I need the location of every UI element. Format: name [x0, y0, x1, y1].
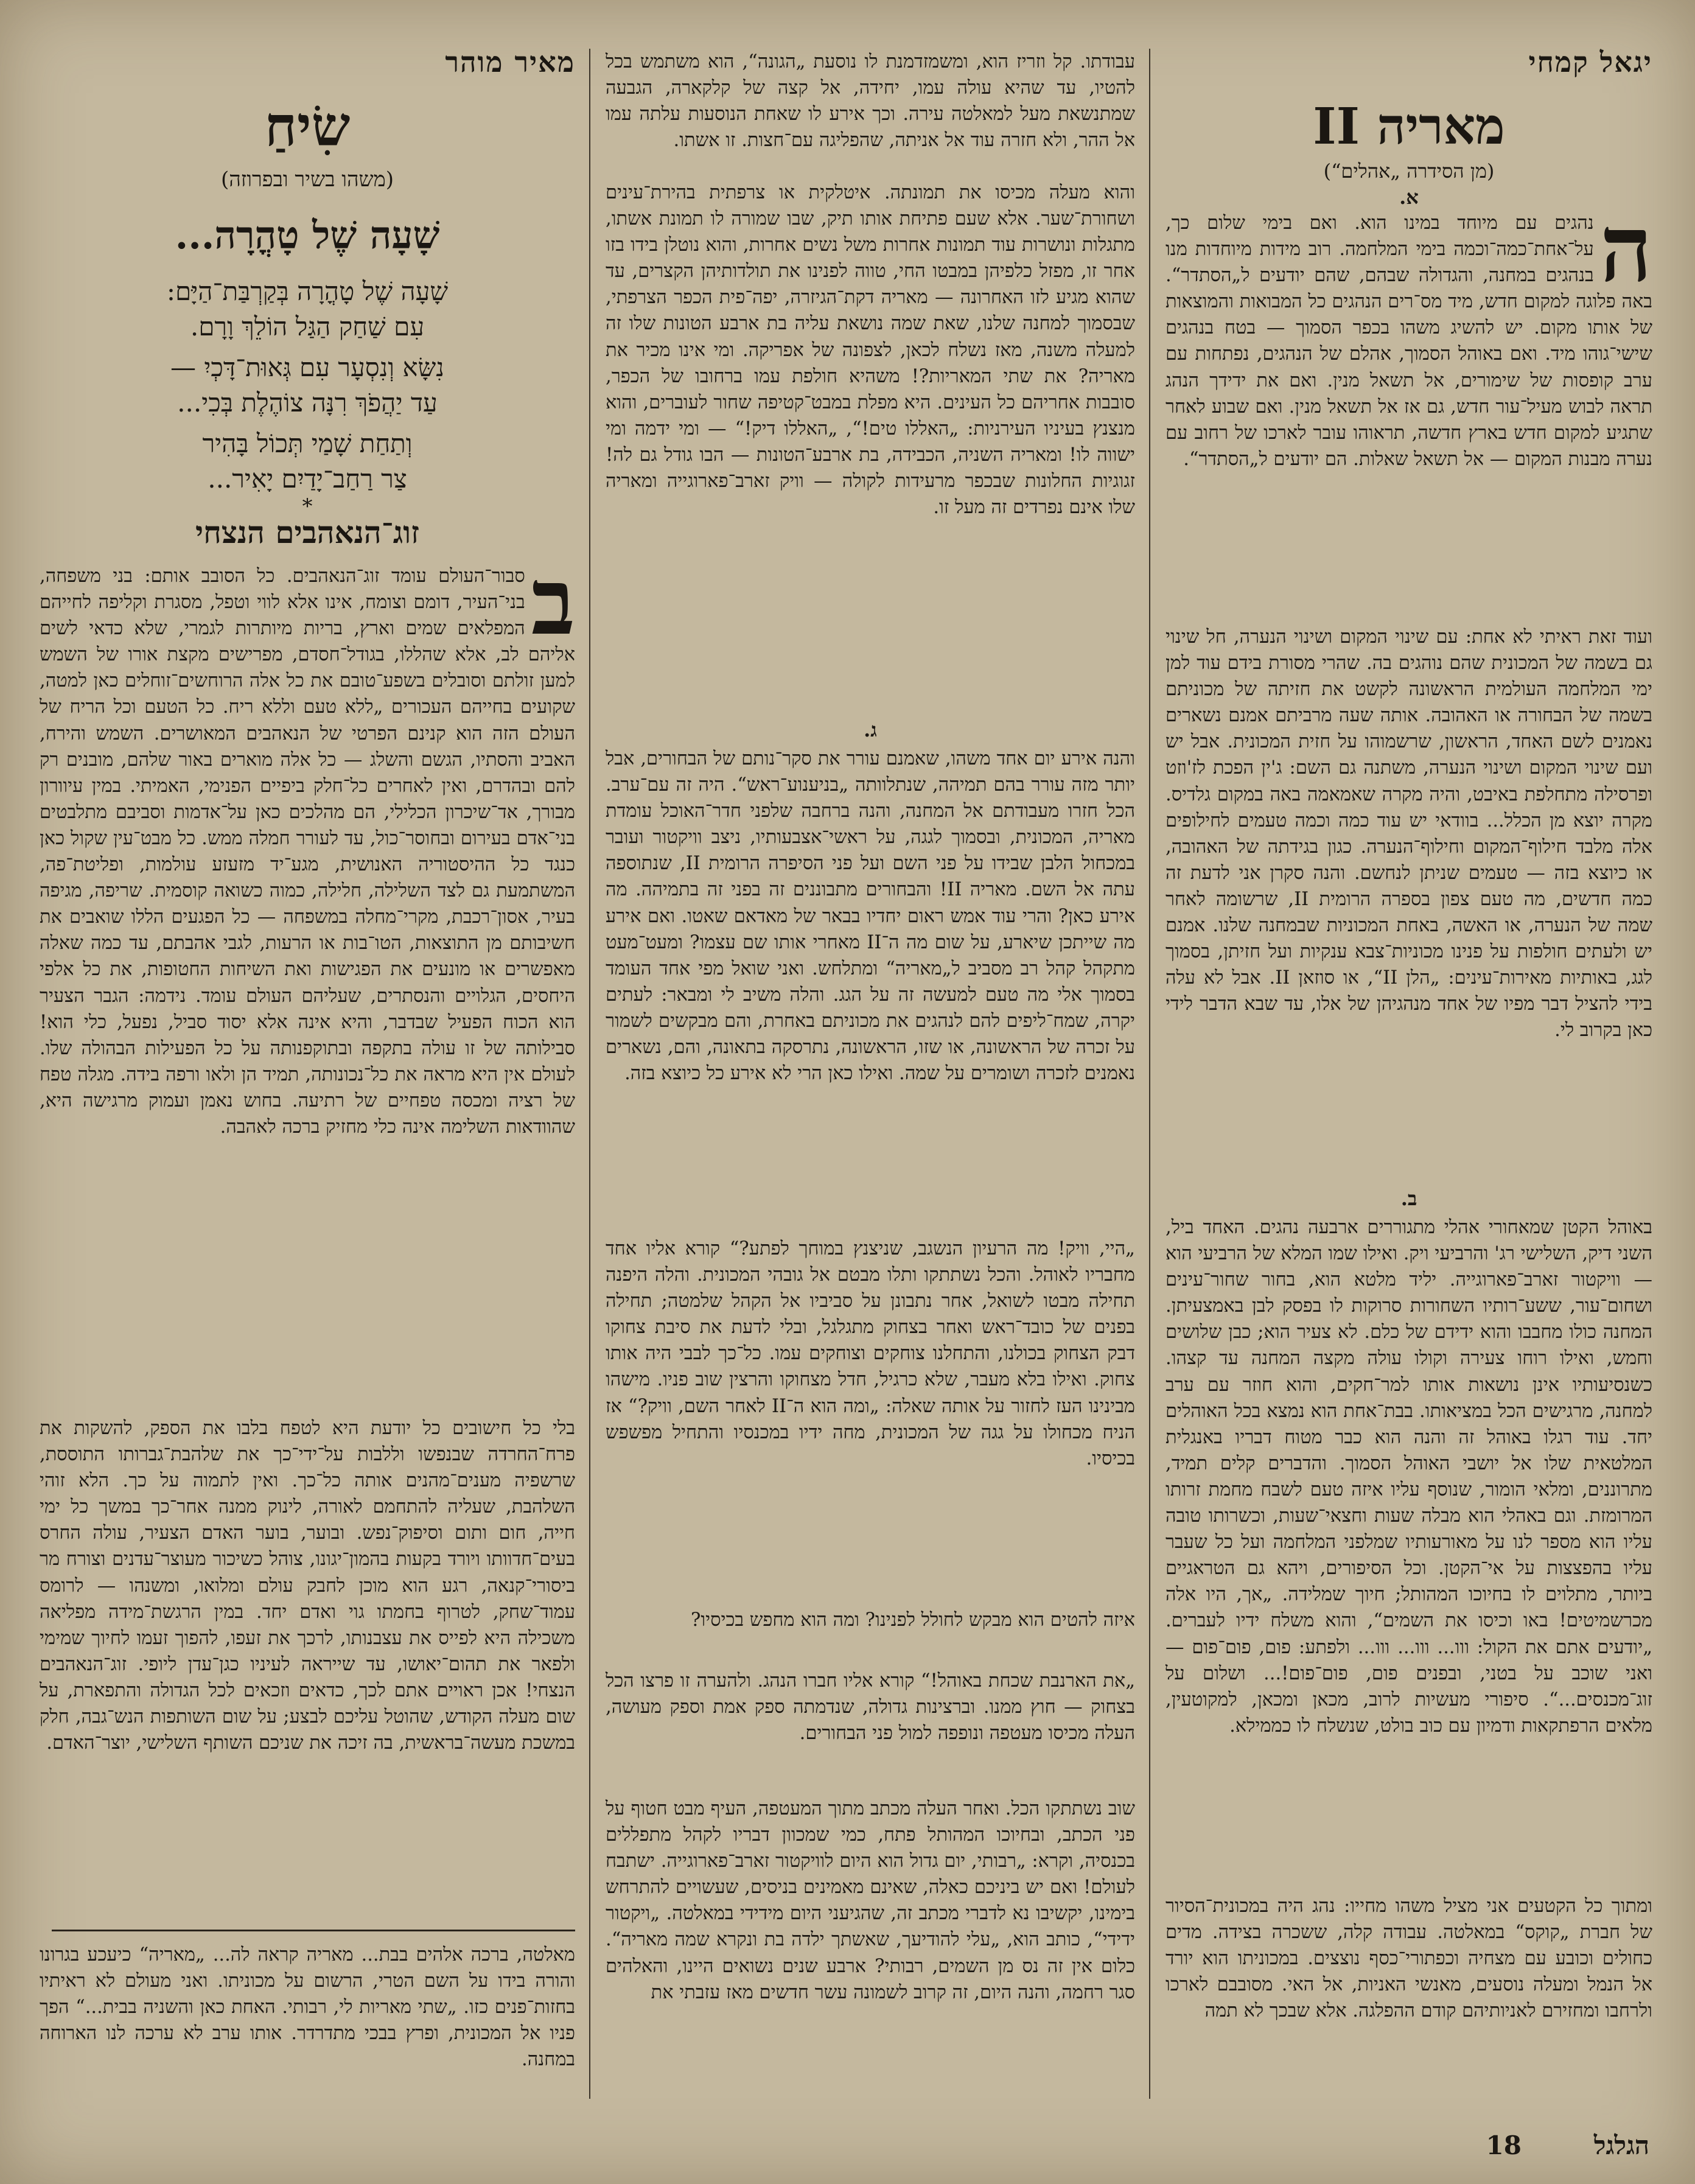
page-number: 18	[1486, 2130, 1522, 2160]
story-title: מאריה II	[1313, 97, 1505, 156]
drop-cap: ב	[531, 548, 575, 656]
poem-subtitle: (משהו בשיר ובפרוזה)	[220, 167, 394, 192]
story-paragraph: „היי, וויק! מה הרעיון הנשגב, שניצנץ במוחך לפתע?“ קורא אליו אחד מחבריו לאוהל. והכל נשתתקו ותלו מבטם אל גובהי המכונית. והלה היפנה תחילה מבטו לשואל, אחר נתבונן על סביביו אל הקהל שלמטה; תחילה בפנים של כובד־ראש ואחר בצחוק מתגלגל, ובלי לדעת את סיבת צחוקו דבק הצחוק בכולנו, והתחלנו צוחקים וצוחקים עמו. כל־כך לבבי היה אותו צחוק. ואילו בלא מעבר, שלא כרגיל, חדל מצחוקו והרצין שוב פניו. מישהו מבינינו העז לחזור על אותה שאלה: „ומה הוא ה־II לאחר השם, וויק?“ אז הניח מכחולו על גגה של המכונית, מחה ידיו במכנסיו והתחיל מפשפש בכיסיו.	[599, 1238, 1135, 1469]
story-paragraph: שוב נשתתקו הכל. ואחר העלה מכתב מתוך המעטפה, העיף מבט חטוף על פני הכתב, ובחיוכו המהותל פתח, כמי שמכוון דבריו לקהל מתפללים בכנסיה, וקרא: „רבותי, יום גדול הוא היום לוויקטור זארב־פארוגייה. ישתבח לעולם! ואם יש ביניכם כאלה, שאינם מאמינים בניסים, שעשויים להתרחש בימינו, יקשיבו נא לדברי מכתב זה, שהגיעני היום מידידי במאלטה. „ויקטור ידידי“, כותב הוא, „עלי להודיעך, שאשתך ילדה בת ונקרא שמה מאריה“. כלום אין זה נס מן השמים, רבותי? ארבע שנים נשואים היינו, והאלהים סגר רחמה, והנה היום, זה קרוב לשמונה עשר חדשים מאז עזבתי את	[599, 1798, 1135, 2003]
section-heading: ג.	[864, 718, 877, 741]
section-heading: א.	[1399, 186, 1419, 209]
column-rule	[1149, 49, 1150, 2099]
section-heading: ב.	[1400, 1187, 1417, 1210]
poem-stanza: נִשָּׂא וְנִסְעָר עִם גְּאוּת־דָּכְיִ — עַד יַהֲפֹךְ רִנָּה צוֹהֶלֶת בְּכִי...	[170, 352, 444, 418]
essay-title: זוג־הנאהבים הנצחי	[195, 514, 419, 550]
magazine-name: הגלגל	[1593, 2130, 1649, 2160]
story-paragraph: „את הארנבת שכחת באוהל!“ קורא אליו חברו הנהג. ולהערה זו פרצו הכל בצחוק — חוץ ממנו. וברצינות גדולה, שנדמתה ספק אמת וספק מעושה, העלה מכיסו מעטפה ונופפה למול פני הבחורים.	[599, 1670, 1135, 1745]
story-paragraph: באוהל הקטן שמאחורי אהלי מתגוררים ארבעה נהגים. האחד ביל, השני דיק, השלישי רג' והרביעי ויק. ואילו שמו המלא של הרביעי הוא — וויקטור זארב־פארוגייה. יליד מלטא הוא, בחור שחור־עינים ושחום־עור, ששע־רותיו השחורות סרוקות לו בפסק לבן באמצעיתן. המחנה כולו מחבבו והוא ידידם של כלם. לא צעיר הוא; כבן שלושים וחמש, ואילו רוחו צעירה וקולו עולה מקצה המחנה עד קצהו. כשנסיעותיו אינן נושאות אותו למר־חקים, והוא חוזר עם ערב למחנה, מרגישים הכל במציאותו. בבת־אחת הוא נמצא בכל האוהלים יחד. עוד רגלו באוהל זה והנה הוא כבר מטוח דבריו באנגלית המלטאית שלו אל יושבי האוהל הסמוך. והדברים קלים תמיד, מתרוננים, ומלאי הומור, שנוסף עליו איזה טעם לשבח מחמת זרותו המרומזת. וגם באהלי הוא מבלה שעות וחצאי־שעות, וכשרותו טובה עליו הוא מספר לנו על מאורעותיו שמלפני המלחמה ועל כל שעבר עליו בהפצצות על אי־הקטן. וכל הסיפורים, ויהא גם הטראגיים ביותר, מתלוים לו בחיוכו המהותל; חיוך שמלידה. „אך, היו אלה מכרשמיטים! באו וכיסו את השמים“, והוא משלח ידיו לעברים. „יודעים אתם את הקול: ווו... ווו... ווו... ולפתע: פום, פום־פום — ואני שוכב על בטני, ובפנים פום, פום־פום!... ושלום על זוג־מכנסים...“. סיפורי מעשיות לרוב, מכאן ומכאן, למקוטעין, מלאים הרפתקאות ודמיון עם כוב בולט, שנשלח לו כממילא.	[1159, 1217, 1652, 1737]
paragraph-text: סבור־העולם עומד זוג־הנאהבים. כל הסובב אותם: בני משפחה, בני־העיר, דומם וצומח, אינו אלא לווי וטפל, מסגרת וקליפה לחייהם המפלאים שמים וארץ, בריות מיותרות לגמרי, שלא כדאי לשים אליהם לב, אלא שהללו, בגודל־חסדם, מפרישים מקצת אורו של השמש למען זולתם וסובלים בשפע־טובם את כל אלה הרוחשים־זוחלים כאן למטה, שקועים בחייהם העכורים „ללא טעם וללא ריח. כל הטעם וכל הריח של העולם הזה הוא קנינם הפרטי של הנאהבים המאושרים. השמש והירח, האביב והסתיו, הגשם והשלג — כל אלה מוארים באור שלהם, מובנים רק להם ובהדרם, ואין לאחרים כל־חלק ביפיים הפנימי, האמיתי. במין עיוורון מבורך, אד־שיכרון הכלילי, הם מהלכים כאן על־אדמות וסביבם מתלבטים בני־אדם בעירום ובחוסר־כול, עד לעורר חמלה ממש. כל מבט־עין שקול כאן כנגד כל ההיסטוריה האנושית, מגע־יד מזעזע עולמות, ופליטת־פה, המשתמעת גם לצד השלילה, חלילה, כמוה כשואה קוסמית. שריפה, מגיפה בעיר, אסון־רכבת, מקרי־מחלה במשפחה — כל הפגעים הללו שואבים את חשיבותם מן התוצאות, הטו־בות או הרעות, לגבי אהבתם, עד כמה שאלה מאפשרים או מונעים את הפגישות ואת השיחות החטופות, את כל אלפי היחסים, הגלויים והנסתרים, שעליהם העולם עומד. נידמה: הגבר הצעיר הוא הכוח הפעיל שבדבר, והיא אינה אלא יסוד סביל, נפעל, כלי הוא! סבילותה של זו עולה בתקפה ובתוקפנותה על כל הפעילות הבהולה שלו. לעולם אין היא מראה את כל־נכונותה, תמיד הן ולאו ורפה בידה. מגלה טפח של רציה ומכסה טפחיים של רתיעה. בחוש נאמן ועמוק מרגישה היא, שהוודאות השלימה אינה כלי מחזיק ברכה לאהבה.	[33, 565, 575, 1138]
poem-heading: שָׁעָה שֶׁל טָהֳרָה...	[175, 213, 440, 257]
author-name: יגאל קמחי	[1528, 46, 1652, 79]
story-paragraph: ומתוך כל הקטעים אני מציל משהו מחייו: נהג היה במכונית־הסיור של חברת „קוקס“ במאלטה. עבודה קלה, ששכרה בצידה. מדים כחולים וכובע עם מצחיה וכפתורי־כסף נוצצים. במכוניתו הוא יורד אל הנמל ומעלה נוסעים, מאנשי האניות, אל האי. מסובבם לארכו ולרחבו ומחזירם לאניותיהם קודם ההפלגה. אלא שבכך לא תמה	[1159, 1895, 1652, 2022]
paragraph-text: נהגים עם מיוחד במינו הוא. ואם בימי שלום כך, על־אחת־כמה־וכמה בימי המלחמה. רוב מידות מיוחדות מנו בנהגים במחנה, והגדולה שבהם, שהם יודעים ל„הסתדר“. באה פלוגה למקום חדש, מיד מס־רים הנהגים כל המבואות והמוצאות של אותו מקום. יש להשיג משהו בכפר הסמוך — בטח בנהגים שישי־גוהו מיד. ואם באוהל הסמוך, אהלם של הנהגים, נפתחות עם ערב קופסות של שימורים, אל תשאל מנין. ואם את ידידך הנהג תראה לבוש מעיל־עור חדש, גם אז אל תשאל מנין. ואם שבוע לאחר שתגיע למקום חדש בארץ חדשה, תראוהו עובר לארכו של רחוב עם נערה מבנות המקום — אל תשאל שאלות. הם יודעים ל„הסתדר“.	[1159, 212, 1652, 470]
separator-star: *	[302, 494, 313, 519]
essay-paragraph	[33, 548, 575, 1140]
story-paragraph: והנה אירע יום אחד משהו, שאמנם עורר את סקר־נותם של הבחורים, אבל יותר מזה עורר בהם תמיהה, שנתלוותה „בניענוע־ראש“. היה זה עם־ערב. הכל חזרו מעבודתם אל המחנה, והנה ברחבה שלפני חדר־האוכל עומדת מאריה, המכונית, ובסמוך לגגה, על ראשי־אצבעותיו, ניצב וויקטור ועובר במכחול הלבן שבידו על פני השם ועל פני הסיפרה הרומית II, שנתוספה עתה אל השם. מאריה II! והבחורים מתבוננים זה בפני זה בתמיהה. מה אירע כאן? והרי עוד אמש ראום יחדיו בבאר של מאדאם שאטו. ואם אירע מה שייתכן שיארע, על שום מה ה־II מאחרי אותו שם עצמו? ומעט־מעט מתקהל קהל רב מסביב ל„מאריה“ ומתלחש. ואני שואל מפי אחד העומד בסמוך אלי מה טעם למעשה זה על הגג. והלה משיב לי ומבאר: לעתים יקרה, שמח־ליפים להם לנהגים את מכוניתם באחרת, והם מבקשים לשמור על זכרה של הראשונה, או שזו, הראשונה, נתרסקה בתאונה, והם, נשארים נאמנים לזכרה ושומרים על שמה. ואילו כאן הרי לא אירע כל כיוצא בזה.	[599, 748, 1135, 1085]
poem-title: שִׂיחַ	[264, 94, 351, 159]
story-paragraph: והוא מעלה מכיסו את תמונתה. איטלקית או צרפתית בהירת־עינים ושחורת־שער. אלא שעם פתיחת אותו תיק, שבו שמורה לו תמונת אשתו, מתגלות ונושרות עוד תמונות אחרות משל נשים אחרות, והוא נוטלן בידו בזו אחר זו, מפזל כלפיהן במבטו החי, טווה לפנינו את תולדותיהן הקצרים, עד שהוא מגיע לזו האחרונה — מאריה דקת־הגיזרה, יפה־פית הכפר הצרפתי, שבסמוך למחנה שלנו, שאת שמה נושאת עליה בת ארבע הטונות שלו זה למעלה משנה, מאז נשלח לכאן, לצפונה של אפריקה. ומי אינו מכיר את מאריה? את שתי המאריות?! משהיא חולפת עמו ברחובו של הכפר, סובבות אחריהם כל העינים. היא מפלת במבט־קטיפה שחור לעוברים, והוא מנצנץ בעיניו העירניות: „האללו טים!“, „האללו דיק!“ — ומי ידמה ומי ישווה לו! ומאריה השניה, הכבידה, בת ארבע־הטונות — הבו גודל גם לה! זגוגיות החלונות שבכפר מרעידות לקולה — וויק זארב־פארוגייה ומאריה שלו אינם נפרדים זה מעל זו.	[599, 182, 1135, 519]
section-divider	[52, 1930, 575, 1931]
story-series: (מן הסידרה „אהלים“)	[1323, 159, 1495, 183]
story-paragraph	[1159, 195, 1652, 472]
column-rule	[589, 49, 590, 2099]
story-paragraph: עבודתו. קל וזריז הוא, ומשמזדמנת לו נוסעת „הגונה“, הוא משתמש בכל להטיו, עד שהיא עולה עמו, יחידה, אל קצה של קלקארה, הגבעה שמתנשאת מעל למאלטה עירה. וכך אירע לו שאחת הנוסעות עלתה עמו אל ההר, ולא חזרה עוד אל אניתה, שהפליגה עם־חצות. זו אשתו.	[599, 51, 1135, 152]
story-column-right	[1159, 0, 1652, 2184]
story-paragraph: מאלטה, ברכה אלהים בבת... מאריה קראה לה... „מאריה“ כיעכע בגרונו והורה בידו על השם הטרי, הרשום על מכוניתו. ואני מעולם לא ראיתיו בחזות־פנים כזו. „שתי מאריות לי, רבותי. האחת כאן והשניה בבית...“ הפך פניו אל המכונית, ופרץ בבכי מתדרדר. אותו ערב לא ערכה לנו הארוחה במחנה.	[33, 1944, 575, 2071]
poem-stanza: וְתַחַת שָׁמַי תְּכוֹל בָּהִיר צַר רַחַב־יָדַיִם יָאִיר...	[202, 429, 413, 494]
poem-stanza: שָׁעָה שֶׁל טָהֳרָה בְּקַרְבַּת־הַיָּם: עִם שַׁחַק הַגַּל הוֹלֵךְ וָרָם.	[166, 276, 449, 341]
story-paragraph: איזה להטים הוא מבקש לחולל לפנינו? ומה הוא מחפש בכיסיו?	[691, 1609, 1135, 1631]
story-column-middle	[599, 0, 1135, 2184]
story-paragraph: ועוד זאת ראיתי לא אחת: עם שינוי המקום ושינוי הנערה, חל שינוי גם בשמה של המכונית שהם נוהגים בה. שהרי מסורת בידם עוד למן ימי המלחמה העולמית הראשונה לקשט את חזיתה של מכוניתם בשמה של הבחורה או האהובה. אותה שעה מרביתם אמנם נשארים נאמנים לשם האחד, הראשון, שרשמוהו על חזית המכונית. אבל יש ועם שינוי המקום ושינוי הנערה, משתנה גם השם: ג'ין הפכת לז'וזט ופרסילה מתחלפת באיבט, והיה מקרה שאמאמה באה במקום גלדיס. מקרה יוצא מן הכלל... בוודאי יש עוד כמה וכמה טעמים לחילופים אלה מלבד חילוף־המקום וחילוף־הנערה. כגון בגידתה של האהובה, או כיוצא בזה — טעמים שניתן לנחשם. והנה סקרן אני לדעת זה כמה חדשים, מה טעם צפון בספרה הרומית II, שרשומה לאחר שמה של הנערה, או האשה, באחת המכוניות שבמחנה שלנו. אמנם יש ולעתים חולפות על פנינו מכוניות־צבא ענקיות ועל חזיתן, בסמוך לגג, באותיות מאירות־עינים: „הלן II“, או סוזאן II. אבל לא עלה בידי להציל דבר מפיו של אחד מנהגיהן של אלו, עד שבא הדבר לידי כאן בקרוב לי.	[1159, 626, 1652, 1041]
essay-paragraph: בלי כל חישובים כל יודעת היא לטפח בלבו את הספק, להשקות את פרח־החרדה שבנפשו וללבות על־ידי־כך את שלהבת־גברותו התוססת, שרשפיה מענים־מהנים אותה כל־כך. ואין לתמוה על כך. הלא זוהי השלהבת, שעליה להתחמם לאורה, לינוק ממנה אחר־כך במשך כל ימי חייה, חום ותום וסיפוק־נפש. ובוער, בוער האדם הצעיר, עולה החרס בעים־חדוותו ויורד בקעות בהמון־יגונו, צוהל כשיכור מעוצר־עדנים וצורח מר ביסורי־קנאה, רגע הוא מוכן לחבק עולם ומלואו, ומשנהו — לרומס עמוד־שחק, לטרוף בחמתו גוי ואדם יחד. במין הרגשת־מידה מפליאה משכילה היא לפייס את עצבנותו, לרכך את זעפו, להפוך זעמו לחיוך שמימי ולפאר את תהום־יאושו, עד שייראה לעיניו כגן־עדן ליופי. זוג־הנאהבים הנצחי! אכן ראויים אתם לכך, כדאים וזכאים לכל הגדולה והתפארת, על שום מעלה הקודש, שהוטל עליכם לבצע; על שום השותפות הנש־גבה, חלק במשכת מעשה־בראשית, בה זיכה את שניכם השותף השלישי, יוצר־האדם.	[33, 1418, 575, 1754]
drop-cap: ה	[1599, 195, 1652, 303]
essay-column-left	[33, 0, 575, 2184]
author-name: מאיר מוהר	[445, 46, 575, 79]
